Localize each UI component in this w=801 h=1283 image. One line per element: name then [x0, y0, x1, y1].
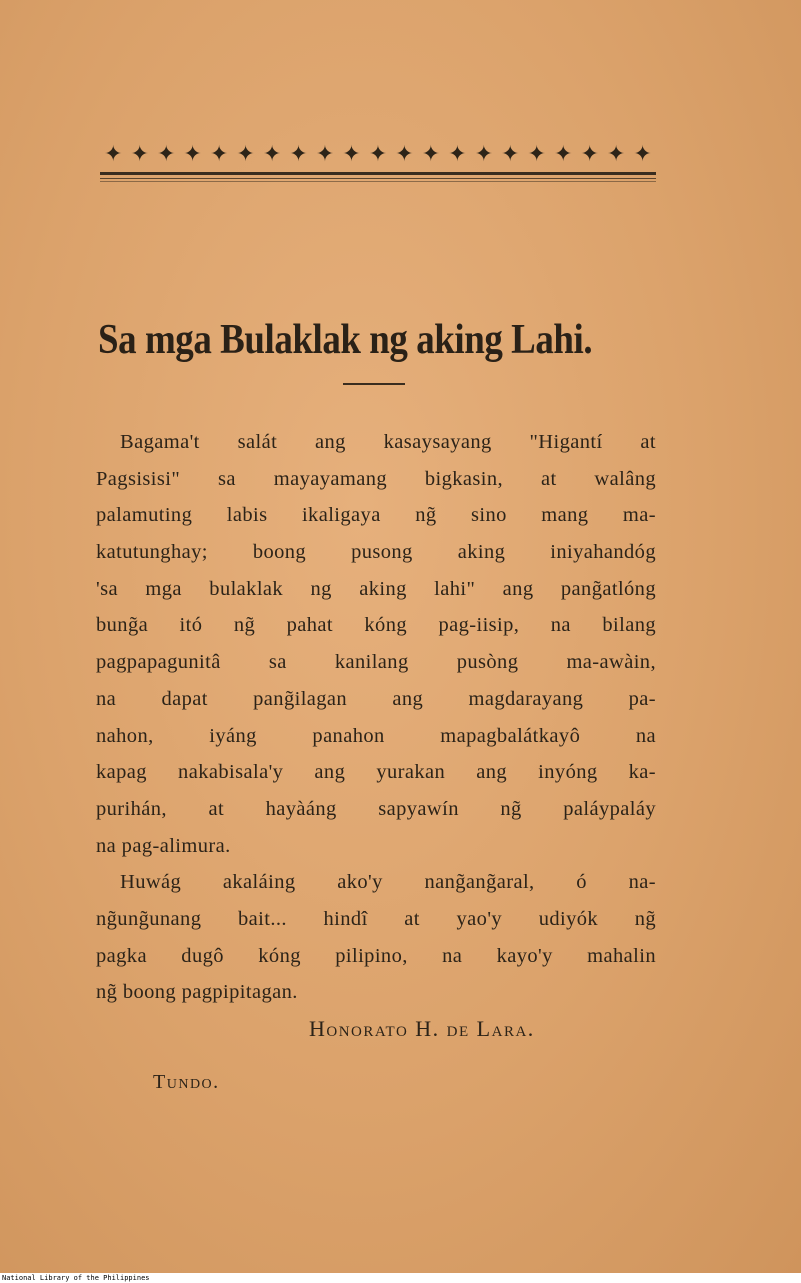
ornament-star-icon: ✦: [183, 142, 202, 167]
ornament-star-icon: ✦: [156, 142, 176, 167]
dedication-text: [96, 424, 656, 1011]
ornament-star-icon: ✦: [130, 142, 149, 167]
ornament-star-icon: ✦: [553, 142, 573, 167]
body-line: 'sa mga bulaklak ng aking lahi" ang pang̃atlóng: [96, 577, 656, 600]
body-line: kapag nakabisala'y ang yurakan ang inyóng ka-: [96, 761, 656, 784]
ornament-star-icon: ✦: [448, 142, 467, 167]
ornament-rule-thin-lower: [100, 181, 656, 182]
title-underline: [343, 383, 405, 385]
place-name: Tundo.: [153, 1071, 220, 1093]
ornament-star-icon: ✦: [633, 142, 652, 167]
dedication-title: Sa mga Bulaklak ng aking Lahi.: [98, 317, 593, 363]
body-line: palamuting labis ikaligaya ng̃ sino mang ma-: [96, 504, 656, 527]
ornament-star-icon: ✦: [527, 142, 546, 167]
body-line: na pag-alimura.: [96, 834, 231, 857]
body-line: nahon, iyáng panahon mapagbalátkayô na: [96, 724, 656, 747]
ornament-star-icon: ✦: [236, 142, 255, 167]
ornament-star-icon: ✦: [580, 142, 599, 167]
body-line: Pagsisisi" sa mayayamang bigkasin, at walâng: [96, 467, 656, 490]
ornament-rule-thick: [100, 172, 656, 175]
scan-credit: National Library of the Philippines: [2, 1274, 150, 1282]
body-line: Bagama't salát ang kasaysayang "Higantí at: [120, 431, 656, 453]
ornament-star-icon: ✦: [368, 142, 388, 167]
ornament-star-icon: ✦: [262, 142, 282, 167]
ornament-star-icon: ✦: [421, 142, 441, 167]
body-line: katutunghay; boong pusong aking iniyahandóg: [96, 541, 656, 564]
ornament-star-icon: ✦: [606, 142, 626, 167]
body-line: na dapat pang̃ilagan ang magdarayang pa-: [96, 687, 656, 710]
body-line: Huwág akaláing ako'y nang̃ang̃aral, ó na-: [120, 871, 656, 894]
body-line: bung̃a itó ng̃ pahat kóng pag-iisip, na bilang: [96, 614, 656, 637]
ornament-border: [104, 141, 652, 169]
ornament-star-icon: ✦: [104, 142, 123, 167]
body-line: ng̃ boong pagpipitagan.: [96, 981, 298, 1004]
ornament-star-icon: ✦: [315, 142, 335, 167]
ornament-star-icon: ✦: [209, 142, 229, 167]
body-line: ng̃ung̃unang bait... hindî at yao'y udiyók ng̃: [96, 907, 656, 930]
body-line: purihán, at hayàáng sapyawín ng̃ paláypaláy: [96, 797, 656, 820]
ornament-star-icon: ✦: [289, 142, 308, 167]
body-line: pagpapagunitâ sa kanilang pusòng ma-awàin,: [96, 651, 656, 674]
ornament-rule-thin: [100, 178, 656, 179]
body-line: pagka dugô kóng pilipino, na kayo'y mahalin: [96, 944, 656, 967]
ornament-star-icon: ✦: [342, 142, 361, 167]
ornament-star-icon: ✦: [474, 142, 493, 167]
ornament-star-icon: ✦: [395, 142, 414, 167]
author-signature: Honorato H. de Lara.: [309, 1016, 535, 1041]
ornament-star-icon: ✦: [501, 142, 520, 167]
